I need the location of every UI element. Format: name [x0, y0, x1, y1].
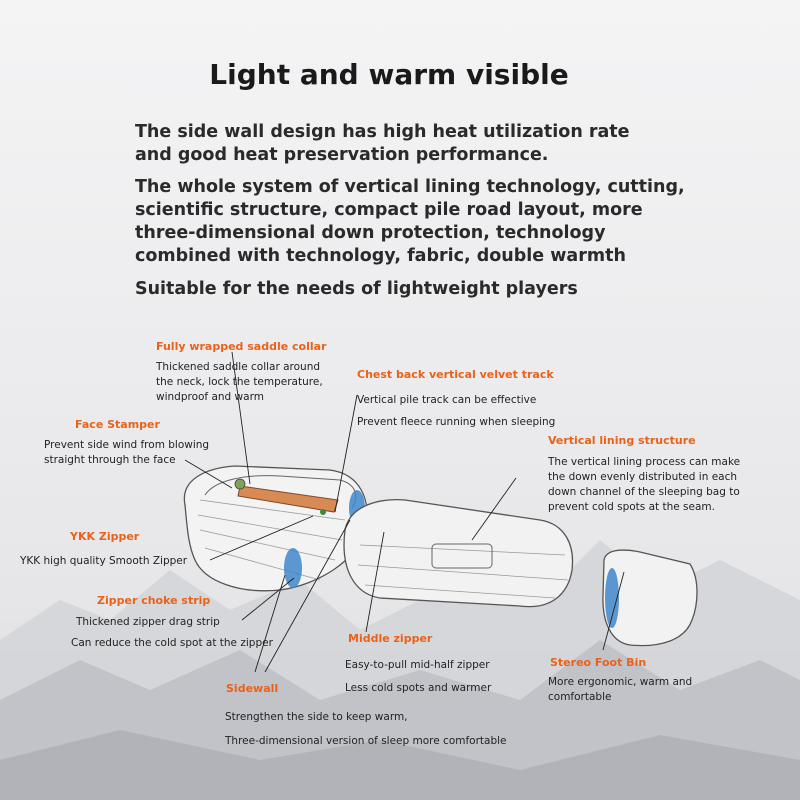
callout-label-saddle-collar: Fully wrapped saddle collar	[156, 340, 327, 353]
callout-label-stereo-foot: Stereo Foot Bin	[550, 656, 647, 669]
intro-line: The side wall design has high heat utilization rate	[135, 122, 630, 142]
callout-desc-vertical-lining	[548, 455, 740, 515]
callout-label-zipper-choke: Zipper choke strip	[97, 594, 211, 607]
callout-desc-stereo-foot	[548, 675, 692, 705]
callout-label-vertical-lining: Vertical lining structure	[548, 434, 696, 447]
intro-line: The whole system of vertical lining technology, cutting,	[135, 177, 685, 197]
page-title: Light and warm visible	[209, 58, 569, 91]
intro-paragraph-3: Suitable for the needs of lightweight players	[135, 279, 578, 299]
face-stamper-marker	[235, 479, 245, 489]
callout-desc-line: Easy-to-pull mid-half zipper	[345, 659, 490, 671]
callout-desc-face-stamper	[44, 438, 209, 468]
callout-desc-line: Prevent fleece running when sleeping	[357, 416, 556, 428]
callout-desc-line: Three-dimensional version of sleep more comfortable	[225, 735, 507, 747]
callout-desc-ykk-zipper: YKK high quality Smooth Zipper	[20, 555, 188, 567]
callout-desc-line: down channel of the sleeping bag to	[548, 486, 740, 498]
callout-desc-line: the neck, lock the temperature,	[156, 376, 323, 388]
callout-label-face-stamper: Face Stamper	[75, 418, 160, 431]
zipper-marker	[320, 509, 326, 515]
callout-desc-line: The vertical lining process can make	[548, 456, 741, 468]
callout-label-middle-zipper: Middle zipper	[348, 632, 433, 645]
callout-label-chest-track: Chest back vertical velvet track	[357, 368, 554, 381]
sidewall-highlight	[284, 548, 302, 588]
callout-desc-line: More ergonomic, warm and	[548, 676, 693, 688]
callout-desc-line: Vertical pile track can be effective	[357, 394, 537, 406]
sleeping-bag-middle-section	[344, 500, 572, 607]
callout-desc-line: Thickened zipper drag strip	[76, 616, 220, 628]
callout-desc-line: Strengthen the side to keep warm,	[225, 711, 408, 723]
callout-desc-saddle-collar	[156, 360, 323, 405]
callout-desc-chest-track	[357, 389, 555, 433]
callout-desc-line: straight through the face	[44, 454, 176, 466]
callout-desc-line: the down evenly distributed in each	[548, 471, 738, 483]
callout-label-sidewall: Sidewall	[226, 682, 279, 695]
callout-desc-line: Less cold spots and warmer	[345, 682, 492, 694]
intro-line: combined with technology, fabric, double warmth	[135, 246, 626, 266]
callout-desc-sidewall	[225, 705, 507, 753]
callout-desc-line: Thickened saddle collar around	[156, 361, 321, 373]
callout-desc-zipper-choke	[71, 612, 273, 654]
callout-desc-line: Can reduce the cold spot at the zipper	[71, 637, 273, 649]
intro-line: scientific structure, compact pile road layout, more	[135, 200, 643, 220]
callout-desc-line: windproof and warm	[156, 391, 264, 403]
callout-desc-line: Prevent side wind from blowing	[44, 439, 210, 451]
callout-label-ykk-zipper: YKK Zipper	[70, 530, 140, 543]
callout-desc-middle-zipper	[345, 654, 491, 700]
callout-desc-line: comfortable	[548, 691, 612, 703]
callout-desc-line: prevent cold spots at the seam.	[548, 501, 715, 513]
intro-line: and good heat preservation performance.	[135, 145, 549, 165]
intro-line: three-dimensional down protection, technology	[135, 223, 606, 243]
